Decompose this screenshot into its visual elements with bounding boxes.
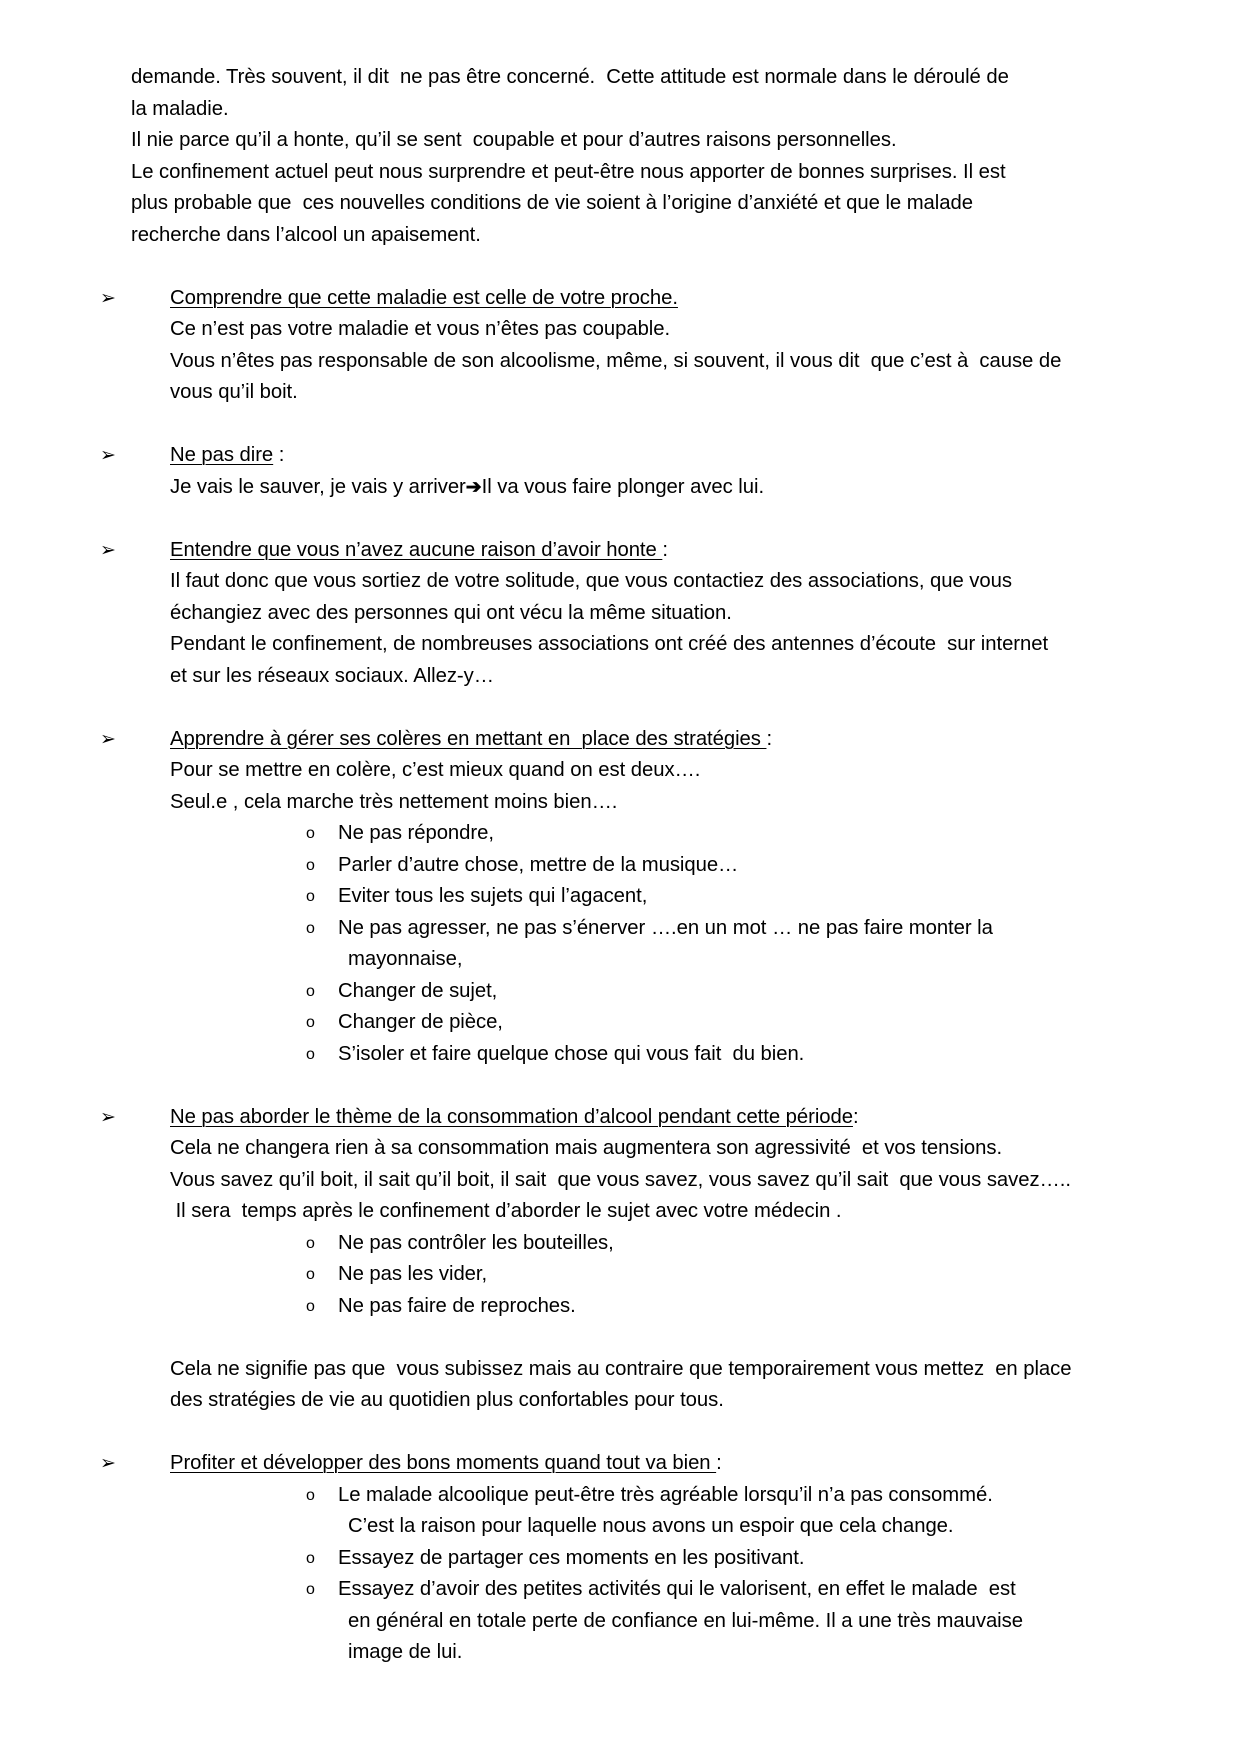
list-item	[306, 913, 1122, 976]
section-line: vous qu’il boit.	[170, 381, 298, 403]
list-item-main: Le malade alcoolique peut-être très agréable lorsqu’il n’a pas consommé.	[338, 1483, 993, 1506]
circle-bullet-icon: o	[306, 1549, 315, 1567]
list-item	[306, 1291, 1122, 1323]
section-heading-line	[170, 1102, 1122, 1134]
section-line: Il faut donc que vous sortiez de votre solitude, que vous contactiez des associations, que vous	[170, 570, 1012, 592]
section-heading-line	[170, 283, 1122, 315]
section-apprendre-gerer	[100, 724, 1122, 819]
sublist-bons-moments	[131, 1480, 1122, 1669]
circle-bullet-icon: o	[306, 856, 315, 874]
section-entendre	[100, 535, 1122, 693]
section-line: Vous savez qu’il boit, il sait qu’il boit, il sait que vous savez, vous savez qu’il sait que vous savez…..	[170, 1168, 1071, 1191]
section-line: Pendant le confinement, de nombreuses associations ont créé des antennes d’écoute sur internet	[170, 633, 1049, 655]
paragraph-line: plus probable que ces nouvelles conditions de vie soient à l’origine d’anxiété et que le malade	[131, 192, 973, 214]
list-item-text: S’isoler et faire quelque chose qui vous fait du bien.	[338, 1042, 805, 1065]
circle-bullet-icon: o	[306, 1234, 315, 1252]
list-item	[306, 1228, 1122, 1260]
section-heading: Profiter et développer des bons moments quand tout va bien	[170, 1452, 717, 1474]
paragraph-line: des stratégies de vie au quotidien plus confortables pour tous.	[170, 1389, 724, 1411]
section-heading-suffix: :	[716, 1452, 722, 1474]
paragraph-line: Il nie parce qu’il a honte, qu’il se sent coupable et pour d’autres raisons personnelles.	[131, 129, 897, 151]
section-heading-suffix: :	[766, 727, 773, 750]
section-line: Ce n’est pas votre maladie et vous n’êtes pas coupable.	[170, 318, 671, 340]
circle-bullet-icon: o	[306, 1266, 315, 1283]
closing-paragraph	[131, 1354, 1122, 1417]
section-heading: Ne pas dire	[170, 444, 274, 466]
section-line: Cela ne changera rien à sa consommation mais augmentera son agressivité et vos tensions.	[170, 1137, 1003, 1159]
section-line-with-arrow	[170, 472, 1122, 504]
section-heading-line	[170, 440, 1122, 472]
circle-bullet-icon: o	[306, 825, 315, 842]
intro-paragraph	[131, 62, 1122, 251]
spacer	[131, 251, 1122, 283]
arrow-bullet-icon: ➢	[100, 1453, 116, 1474]
list-item-text	[338, 913, 1122, 976]
section-profiter	[100, 1448, 1122, 1480]
section-ne-pas-aborder	[100, 1102, 1122, 1228]
section-heading-suffix: :	[662, 538, 668, 561]
circle-bullet-icon: o	[306, 1297, 315, 1315]
document-body	[100, 62, 1122, 1669]
section-heading-line	[170, 724, 1122, 756]
list-item-continuation: image de lui.	[348, 1641, 463, 1663]
spacer	[131, 692, 1122, 724]
section-line: Pour se mettre en colère, c’est mieux quand on est deux….	[170, 759, 701, 781]
section-heading-line	[170, 1448, 1122, 1480]
sublist-strategies	[131, 818, 1122, 1070]
list-item-text	[338, 1480, 1122, 1543]
arrow-bullet-icon: ➢	[100, 539, 116, 561]
list-item-text: Ne pas contrôler les bouteilles,	[338, 1231, 614, 1254]
list-item	[306, 1007, 1122, 1039]
paragraph-line: Cela ne signifie pas que vous subissez mais au contraire que temporairement vous mettez en place	[170, 1357, 1072, 1380]
list-item-continuation: mayonnaise,	[348, 948, 463, 970]
paragraph-line: la maladie.	[131, 97, 229, 120]
circle-bullet-icon: o	[306, 1014, 315, 1031]
right-arrow-icon: ➔	[465, 476, 482, 498]
list-item-text: Parler d’autre chose, mettre de la musique…	[338, 853, 739, 876]
list-item	[306, 976, 1122, 1008]
list-item	[306, 1574, 1122, 1669]
section-heading: Entendre que vous n’avez aucune raison d’avoir honte	[170, 538, 663, 561]
circle-bullet-icon: o	[306, 1581, 315, 1598]
spacer	[131, 1070, 1122, 1102]
section-heading-suffix: :	[852, 1105, 859, 1128]
arrow-bullet-icon: ➢	[100, 287, 116, 309]
section-ne-pas-dire	[100, 440, 1122, 503]
arrow-bullet-icon: ➢	[100, 445, 116, 466]
circle-bullet-icon: o	[306, 919, 315, 937]
section-line: échangiez avec des personnes qui ont vécu la même situation.	[170, 601, 732, 624]
section-heading-suffix: :	[273, 444, 285, 466]
list-item-text	[338, 1574, 1122, 1669]
list-item-text: Ne pas répondre,	[338, 822, 494, 844]
spacer	[131, 1417, 1122, 1449]
sublist-bouteilles	[131, 1228, 1122, 1323]
section-line: Vous n’êtes pas responsable de son alcoolisme, même, si souvent, il vous dit que c’est à cause de	[170, 349, 1062, 372]
section-line: et sur les réseaux sociaux. Allez-y…	[170, 664, 494, 687]
circle-bullet-icon: o	[306, 982, 315, 1000]
section-line: Seul.e , cela marche très nettement moins bien….	[170, 790, 618, 813]
section-line: Il sera temps après le confinement d’aborder le sujet avec votre médecin .	[170, 1200, 842, 1222]
arrow-bullet-icon: ➢	[100, 1106, 116, 1128]
list-item	[306, 1543, 1122, 1575]
circle-bullet-icon: o	[306, 1045, 315, 1063]
circle-bullet-icon: o	[306, 1486, 315, 1504]
list-item	[306, 1480, 1122, 1543]
section-heading: Apprendre à gérer ses colères en mettant en place des stratégies	[170, 727, 767, 750]
spacer	[131, 409, 1122, 441]
spacer	[131, 503, 1122, 535]
list-item-main: Essayez d’avoir des petites activités qui le valorisent, en effet le malade est	[338, 1578, 1016, 1600]
section-heading: Ne pas aborder le thème de la consommation d’alcool pendant cette période	[170, 1105, 853, 1128]
list-item	[306, 1259, 1122, 1291]
paragraph-line: demande. Très souvent, il dit ne pas être concerné. Cette attitude est normale dans le déroulé de	[131, 66, 1009, 88]
list-item-text: Changer de pièce,	[338, 1011, 503, 1033]
list-item	[306, 881, 1122, 913]
section-heading: Comprendre que cette maladie est celle de votre proche.	[170, 286, 678, 309]
post-arrow-text: Il va vous faire plonger avec lui.	[481, 475, 765, 498]
list-item	[306, 818, 1122, 850]
paragraph-line: Le confinement actuel peut nous surprendre et peut-être nous apporter de bonnes surprises. Il est	[131, 160, 1006, 183]
list-item-text: Ne pas faire de reproches.	[338, 1294, 576, 1317]
list-item-continuation: C’est la raison pour laquelle nous avons un espoir que cela change.	[348, 1515, 954, 1537]
list-item-text: Ne pas les vider,	[338, 1263, 488, 1285]
section-heading-line	[170, 535, 1122, 567]
pre-arrow-text: Je vais le sauver, je vais y arriver	[170, 475, 466, 498]
arrow-bullet-icon: ➢	[100, 728, 116, 750]
list-item-continuation: en général en totale perte de confiance en lui-même. Il a une très mauvaise	[348, 1609, 1023, 1632]
section-comprendre	[100, 283, 1122, 409]
list-item-text: Essayez de partager ces moments en les positivant.	[338, 1546, 805, 1569]
paragraph-line: recherche dans l’alcool un apaisement.	[131, 223, 481, 246]
spacer	[131, 1322, 1122, 1354]
list-item-text: Changer de sujet,	[338, 979, 498, 1002]
circle-bullet-icon: o	[306, 888, 315, 905]
list-item-main: Ne pas agresser, ne pas s’énerver ….en un mot … ne pas faire monter la	[338, 916, 993, 939]
list-item-text: Eviter tous les sujets qui l’agacent,	[338, 885, 648, 907]
list-item	[306, 850, 1122, 882]
list-item	[306, 1039, 1122, 1071]
